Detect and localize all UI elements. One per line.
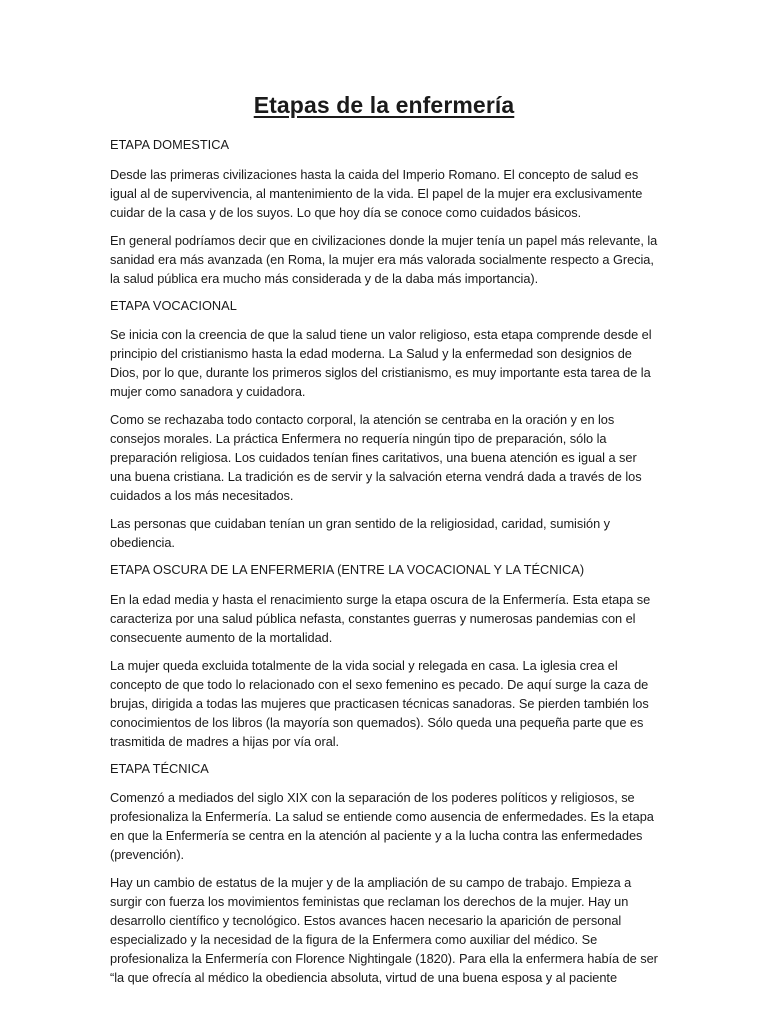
document-title: Etapas de la enfermería	[253, 92, 515, 118]
paragraph: Desde las primeras civilizaciones hasta la caida del Imperio Romano. El concepto de salud es igual al de supervivencia, al mantenimiento de la vida. El papel de la mujer era exclusivamente cuidar de la casa y de los suyos. Lo que hoy día se conoce como cuidados básicos.	[110, 166, 643, 220]
paragraph: Hay un cambio de estatus de la mujer y de la ampliación de su campo de trabajo. Empieza a surgir con fuerza los movimientos feministas que reclaman los derechos de la mujer. Hay un desarrollo científico y tecnológico. Estos avances hacen necesario la aparición de personal especializado y la necesidad de la figura de la Enfermera como auxiliar del médico. Se profesionaliza la Enfermería con Florence Nightingale (1820). Para ella la enfermera había de ser “la que ofrecía al médico la obediencia absoluta, virtud de una buena esposa y al paciente	[110, 875, 658, 985]
document-body	[110, 90, 658, 996]
document-blocks	[110, 136, 658, 987]
paragraph: Como se rechazaba todo contacto corporal, la atención se centraba en la oración y en los consejos morales. La práctica Enfermera no requería ningún tipo de preparación, sólo la preparación religiosa. Los cuidados tenían fines caritativos, una buena atención es igual a ser una buena cristiana. La tradición es de servir y la salvación eterna vendrá dada a través de los cuidados a los más necesitados.	[110, 412, 642, 503]
section-heading: ETAPA VOCACIONAL	[110, 297, 237, 313]
section-heading: ETAPA OSCURA DE LA ENFERMERIA (ENTRE LA VOCACIONAL Y LA TÉCNICA)	[110, 562, 585, 577]
paragraph: En la edad media y hasta el renacimiento surge la etapa oscura de la Enfermería. Esta etapa se caracteriza por una salud pública nefasta, constantes guerras y numerosas pandemias con el consecuente aumento de la mortalidad.	[110, 591, 651, 645]
paragraph: En general podríamos decir que en civilizaciones donde la mujer tenía un papel más relevante, la sanidad era más avanzada (en Roma, la mujer era más valorada socialmente respecto a Grecia, la salud pública era mucho más considerada y de la daba más importancia).	[110, 232, 658, 286]
paragraph: Comenzó a mediados del siglo XIX con la separación de los poderes políticos y religiosos, se profesionaliza la Enfermería. La salud se entiende como ausencia de enfermedades. Es la etapa en que la Enfermería se centra en la atención al paciente y a la lucha contra las enfermedades (prevención).	[110, 790, 654, 862]
paragraph: Las personas que cuidaban tenían un gran sentido de la religiosidad, caridad, sumisión y obediencia.	[110, 516, 610, 550]
paragraph: Se inicia con la creencia de que la salud tiene un valor religioso, esta etapa comprende desde el principio del cristianismo hasta la edad moderna. La Salud y la enfermedad son designios de Dios, por lo que, durante los primeros siglos del cristianismo, es muy importante esta tarea de la mujer como sanadora y cuidadora.	[110, 327, 652, 399]
section-heading: ETAPA DOMESTICA	[110, 137, 229, 152]
paragraph: La mujer queda excluida totalmente de la vida social y relegada en casa. La iglesia crea el concepto de que todo lo relacionado con el sexo femenino es pecado. De aquí surge la caza de brujas, dirigida a todas las mujeres que practicasen técnicas sanadoras. Se pierden también los conocimientos de los libros (la mayoría son quemados). Sólo queda una pequeña parte que es trasmitida de madres a hijas por vía oral.	[110, 657, 649, 749]
section-heading: ETAPA TÉCNICA	[110, 760, 209, 776]
